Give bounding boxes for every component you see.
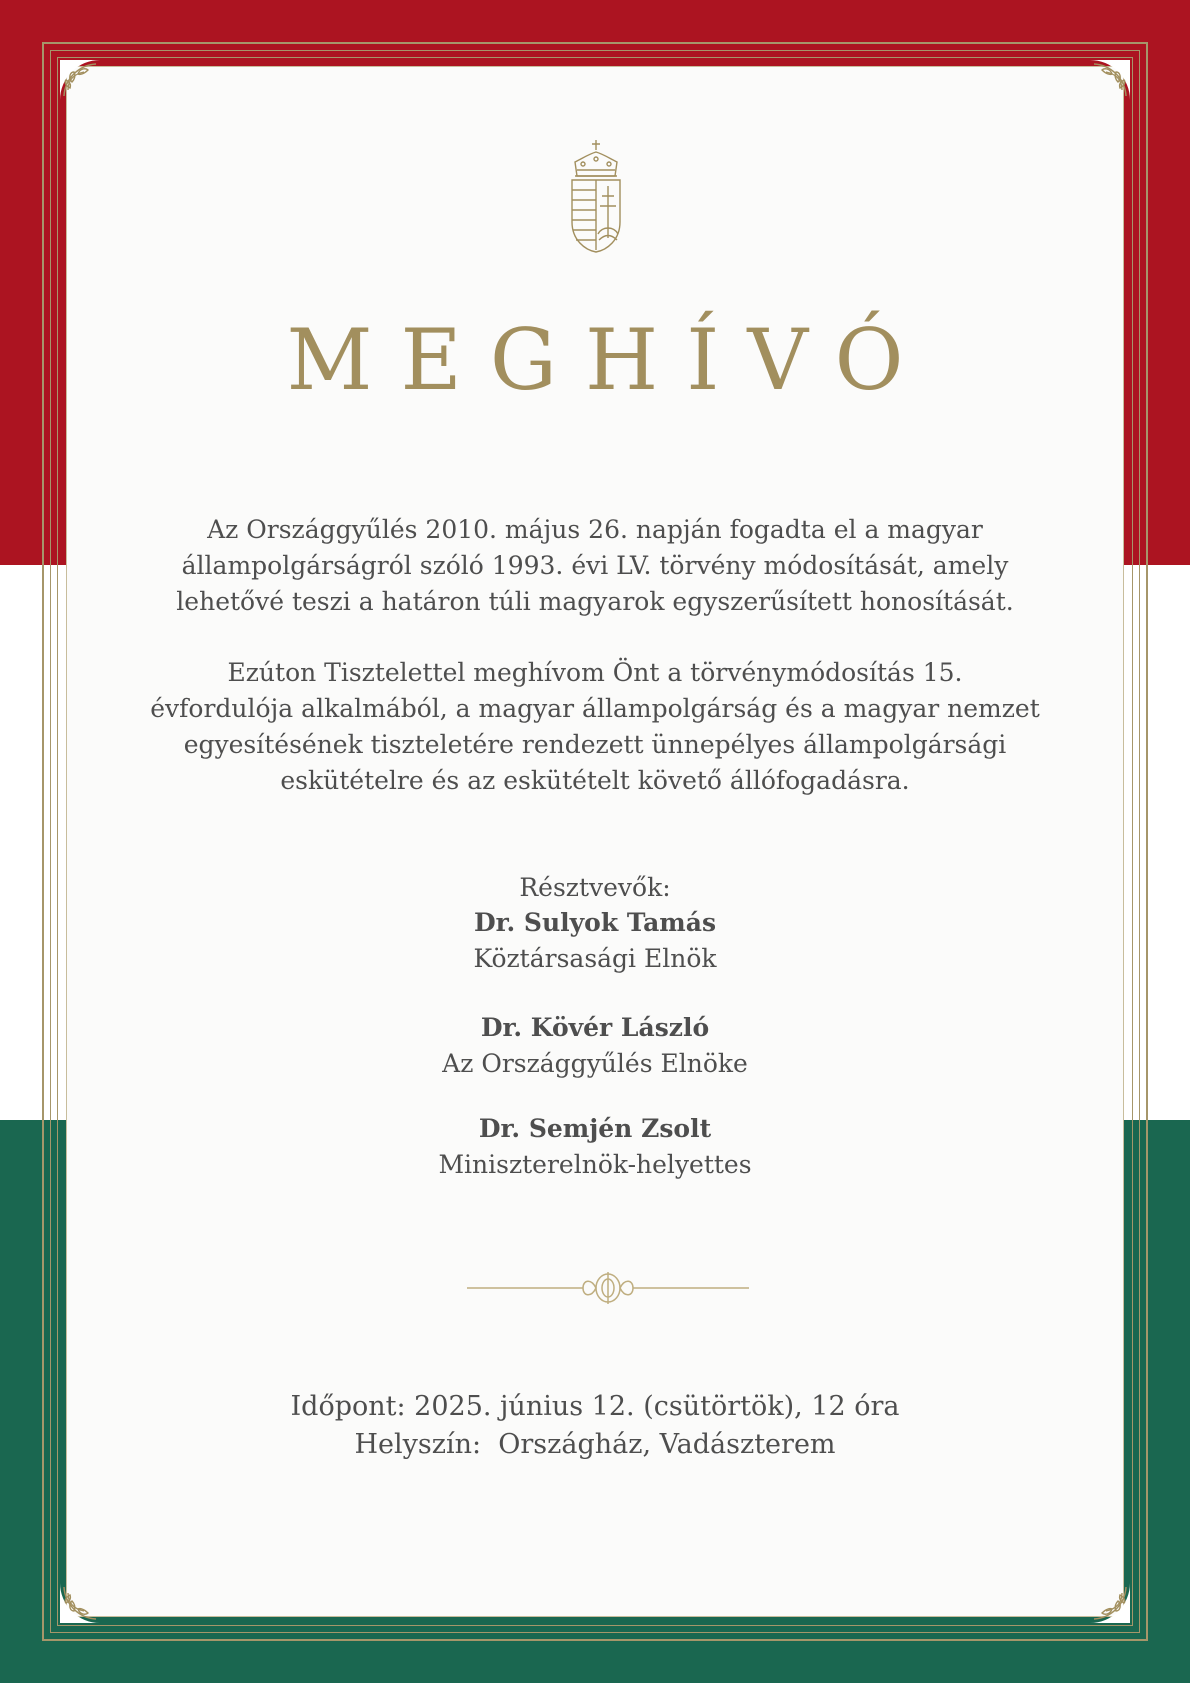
invite-line: Ezúton Tisztelettel meghívom Önt a törvénymódosítás 15. [227,658,963,687]
event-place: Helyszín: Országház, Vadászterem [354,1429,836,1460]
event-details [0,1388,1190,1464]
corner-leaf-icon [60,60,100,100]
intro-line: lehetővé teszi a határon túli magyarok egyszerűsített honosítását. [176,587,1014,616]
participant-name: Dr. Semjén Zsolt [478,1114,712,1143]
invite-line: évfordulója alkalmából, a magyar állampolgárság és a magyar nemzet [150,694,1040,723]
participant-name: Dr. Kövér László [480,1013,710,1042]
corner-leaf-icon [60,1583,100,1623]
participant [0,1010,1190,1082]
participant-role: Az Országgyűlés Elnöke [442,1049,748,1078]
invite-line: eskütételre és az eskütételt követő állófogadásra. [280,766,910,795]
invitation-title: MEGHÍVÓ [286,311,932,409]
coat-of-arms-icon [567,138,625,256]
corner-leaf-icon [1090,1583,1130,1623]
participant-role: Köztársasági Elnök [473,944,717,973]
intro-paragraph [0,512,1190,620]
participant [0,1111,1190,1183]
corner-leaf-icon [1090,60,1130,100]
participant-role: Miniszterelnök-helyettes [438,1150,752,1179]
intro-line: állampolgárságról szóló 1993. évi LV. törvény módosítását, amely [181,551,1009,580]
invitation-paper [66,66,1124,1617]
ornament-divider-icon [467,1268,749,1308]
intro-line: Az Országgyűlés 2010. május 26. napján fogadta el a magyar [207,515,983,544]
participant [0,905,1190,977]
participant-name: Dr. Sulyok Tamás [473,908,717,937]
invite-paragraph [0,655,1190,799]
participants-label: Résztvevők: [519,873,671,902]
event-time: Időpont: 2025. június 12. (csütörtök), 12 óra [290,1391,900,1422]
invite-line: egyesítésének tiszteletére rendezett ünnepélyes állampolgársági [183,730,1007,759]
